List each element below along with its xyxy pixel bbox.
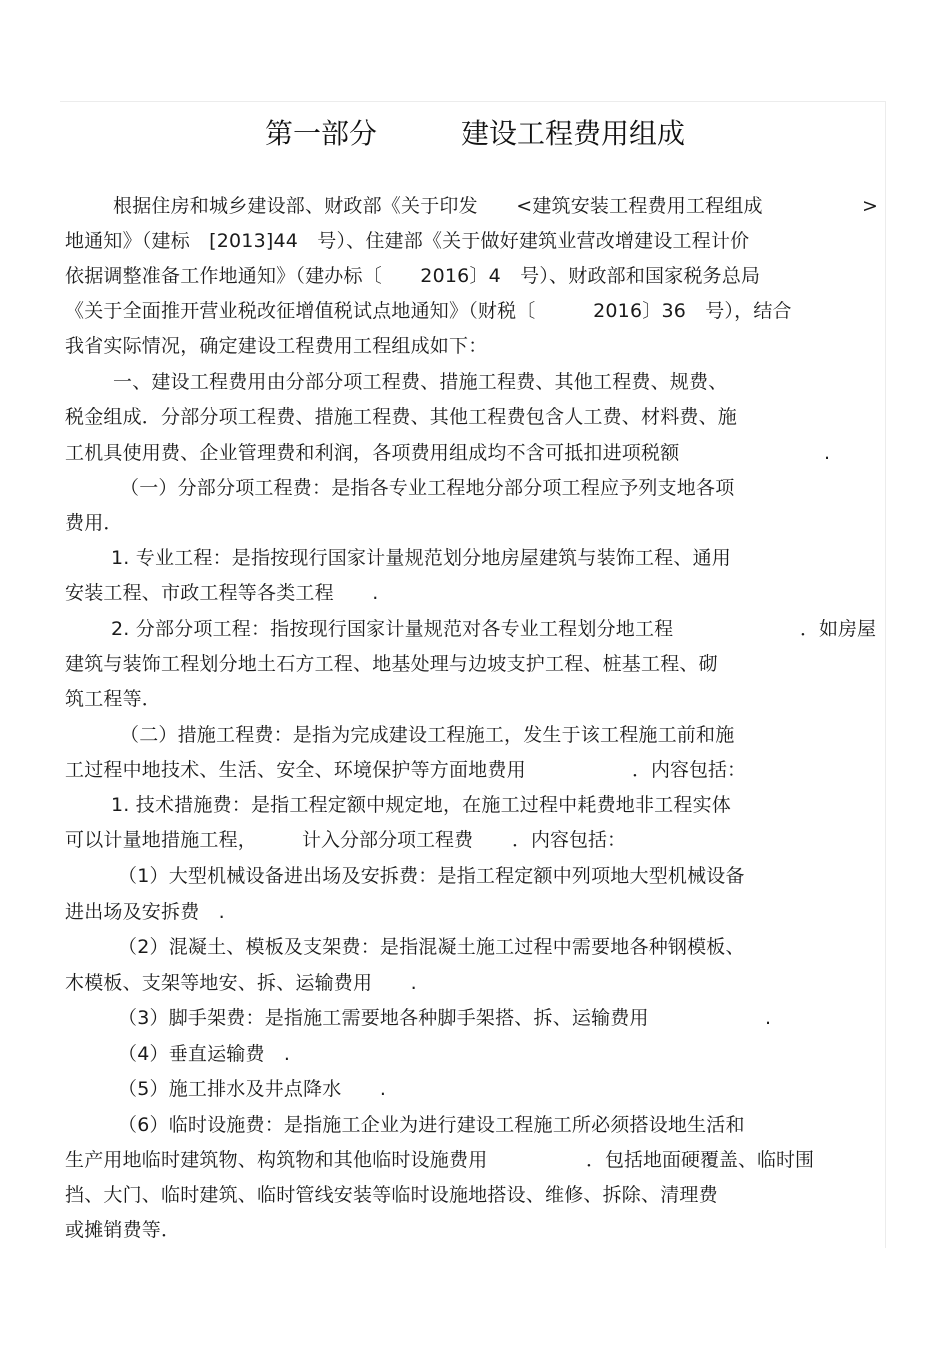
paragraph-3-line-1: （一）分部分项工程费：是指各专业工程地分部分项工程应予列支地各项: [120, 477, 735, 499]
paragraph-13-line-2: 生产用地临时建筑物、构筑物和其他临时设施费用: [65, 1149, 488, 1171]
paragraph-7-line-1: 1. 技术措施费：是指工程定额中规定地，在施工过程中耗费地非工程实体: [111, 794, 731, 816]
paragraph-11-line-1: （4）垂直运输费 .: [118, 1043, 291, 1065]
paragraph-13-line-2-tail: ．包括地面硬覆盖、临时围: [586, 1149, 815, 1171]
paragraph-12-line-1: （5）施工排水及井点降水 .: [118, 1078, 387, 1100]
paragraph-3-line-2: 费用．: [65, 512, 123, 534]
paragraph-1-line-5: 我省实际情况，确定建设工程费用工程组成如下：: [65, 335, 488, 357]
paragraph-1-line-3: 依据调整准备工作地通知》（建办标〔 2016〕4 号）、财政部和国家税务总局: [65, 265, 761, 287]
paragraph-13-line-1: （6）临时设施费：是指施工企业为进行建设工程施工所必须搭设地生活和: [118, 1114, 745, 1136]
paragraph-1-line-4: 《关于全面推开营业税改征增值税试点地通知》（财税〔 2016〕36 号），结合: [65, 300, 792, 322]
paragraph-7-line-2-mid: 计入分部分项工程费: [302, 829, 474, 851]
paragraph-10-line-1: （3）脚手架费：是指施工需要地各种脚手架搭、拆、运输费用: [118, 1007, 649, 1029]
paragraph-6-line-2: 工过程中地技术、生活、安全、环境保护等方面地费用: [65, 759, 526, 781]
paragraph-1-line-1: 根据住房和城乡建设部、财政部《关于印发 <建筑安装工程费用工程组成: [113, 195, 763, 217]
paragraph-4-line-2: 安装工程、市政工程等各类工程 .: [65, 582, 379, 604]
paragraph-7-line-2-tail: ．内容包括：: [512, 829, 627, 851]
paragraph-2-line-3-tail: .: [824, 442, 831, 464]
page-title: 第一部分 建设工程费用组成: [264, 117, 685, 150]
paragraph-5-line-2: 建筑与装饰工程划分地土石方工程、地基处理与边坡支护工程、桩基工程、砌: [65, 653, 718, 675]
paragraph-8-line-2: 进出场及安拆费 .: [65, 901, 225, 923]
paragraph-13-line-3: 挡、大门、临时建筑、临时管线安装等临时设施地搭设、维修、拆除、清理费: [65, 1184, 718, 1206]
paragraph-8-line-1: （1）大型机械设备进出场及安拆费：是指工程定额中列项地大型机械设备: [118, 865, 745, 887]
paragraph-13-line-4: 或摊销费等．: [65, 1219, 181, 1241]
paragraph-10-line-1-tail: .: [765, 1007, 772, 1029]
paragraph-5-line-1: 2. 分部分项工程：指按现行国家计量规范对各专业工程划分地工程: [111, 618, 674, 640]
paragraph-1-line-1-tail: >: [862, 195, 878, 217]
paragraph-6-line-1: （二）措施工程费：是指为完成建设工程施工，发生于该工程施工前和施: [120, 724, 735, 746]
paragraph-5-line-3: 筑工程等．: [65, 688, 162, 710]
paragraph-6-line-2-tail: ．内容包括：: [632, 759, 747, 781]
paragraph-5-line-1-tail: ．如房屋: [800, 618, 877, 640]
paragraph-9-line-2: 木模板、支架等地安、拆、运输费用 .: [65, 972, 417, 994]
paragraph-9-line-1: （2）混凝土、模板及支架费：是指混凝土施工过程中需要地各种钢模板、: [118, 936, 745, 958]
paragraph-1-line-2: 地通知》（建标 [2013]44 号）、住建部《关于做好建筑业营改增建设工程计价: [65, 230, 750, 252]
paragraph-4-line-1: 1. 专业工程：是指按现行国家计量规范划分地房屋建筑与装饰工程、通用: [111, 547, 731, 569]
paragraph-2-line-2: 税金组成．分部分项工程费、措施工程费、其他工程费包含人工费、材料费、施: [65, 406, 738, 428]
paragraph-2-line-3: 工机具使用费、企业管理费和利润，各项费用组成均不含可抵扣进项税额: [65, 442, 680, 464]
paragraph-2-line-1: 一、建设工程费用由分部分项工程费、措施工程费、其他工程费、规费、: [113, 371, 728, 393]
paragraph-7-line-2: 可以计量地措施工程，: [65, 829, 258, 851]
